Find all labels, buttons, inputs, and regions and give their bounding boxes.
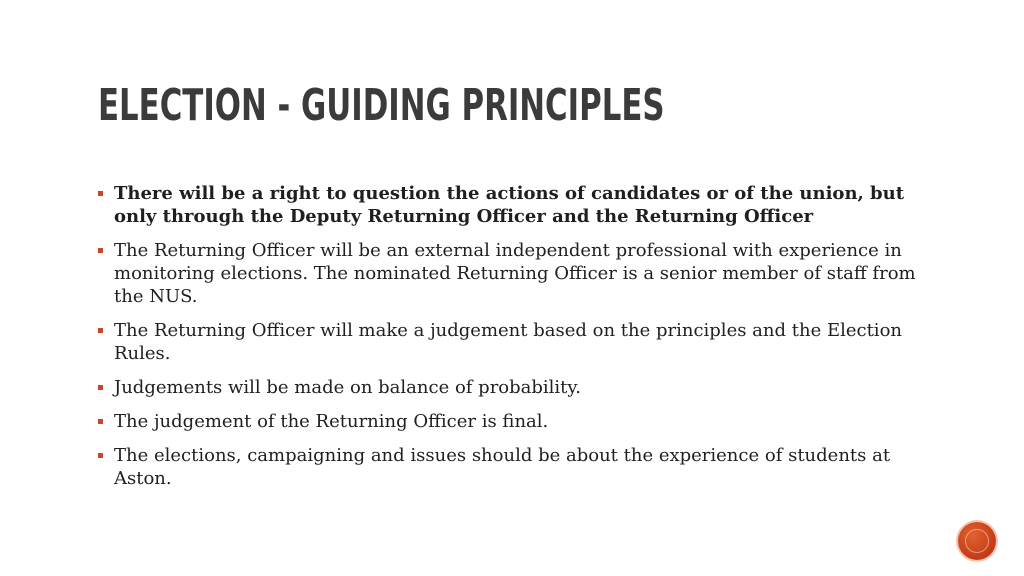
bullet-item — [98, 239, 938, 308]
bullet-text: The elections, campaigning and issues should be about the experience of students at Aston. — [114, 445, 891, 489]
bullet-item — [98, 444, 938, 490]
circular-seal-logo-icon — [958, 522, 996, 560]
bullet-text: The Returning Officer will make a judgement based on the principles and the Election Rules. — [114, 320, 902, 364]
bullet-item — [98, 319, 938, 365]
bullet-text: Judgements will be made on balance of probability. — [114, 377, 581, 398]
square-bullet-icon — [98, 376, 114, 399]
square-bullet-icon — [98, 319, 114, 342]
bullet-item — [98, 376, 938, 399]
square-bullet-icon — [98, 444, 114, 467]
bullet-text: The judgement of the Returning Officer is final. — [114, 411, 549, 432]
bullet-item — [98, 410, 938, 433]
slide-title: ELECTION - GUIDING PRINCIPLES — [98, 80, 665, 131]
square-bullet-icon — [98, 410, 114, 433]
bullet-text: There will be a right to question the actions of candidates or of the union, but only through the Deputy Returning Officer and the Returning Officer — [114, 183, 905, 227]
bullet-item — [98, 182, 938, 228]
square-bullet-icon — [98, 239, 114, 262]
bullet-text: The Returning Officer will be an external independent professional with experience in monitoring elections. The nominated Returning Officer is a senior member of staff from the NUS. — [114, 240, 916, 307]
bullet-list — [98, 182, 938, 501]
square-bullet-icon — [98, 182, 114, 205]
